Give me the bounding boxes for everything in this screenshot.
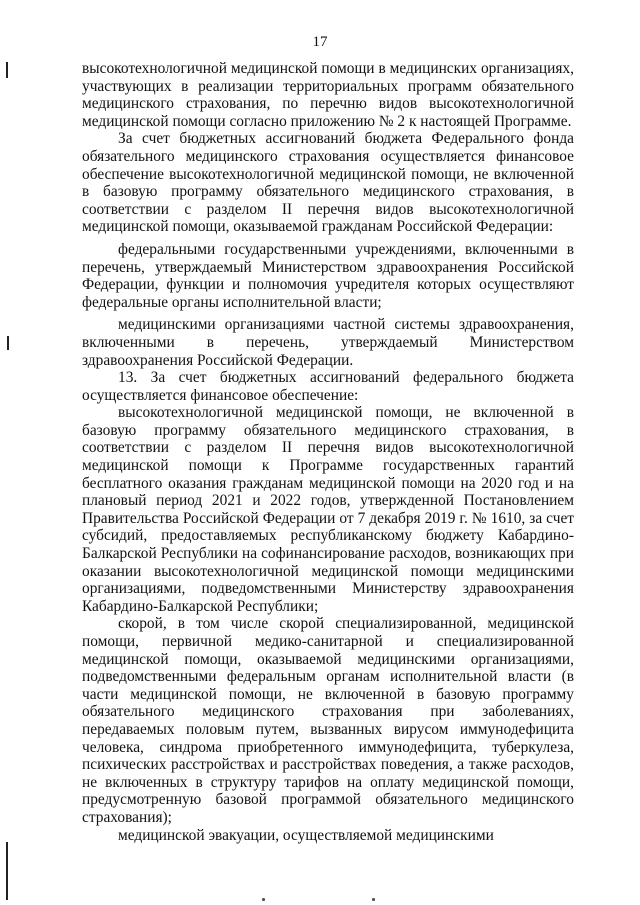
- paragraph-emergency-care: скорой, в том числе скорой специализированной, медицинской помощи, первичной медико-санитарной и специализированной медицинской помощи, оказываемой медицинскими организациями, подведомственными федеральным органам исполнительной власти (в части медицинской помощи, не включенной в базовую программу обязательного медицинского страхования при заболеваниях, передаваемых половым путем, вызванных вирусом иммунодефицита человека, синдрома приобретенного иммунодефицита, туберкулеза, психических расстройствах и расстройствах поведения, а также расходов, не включенных в структуру тарифов на оплату медицинской помощи, предусмотренную базовой программой обязательного медицинского страхования);: [82, 615, 574, 826]
- paragraph-private-organizations: медицинскими организациями частной системы здравоохранения, включенными в перечень, утверждаемый Министерством здравоохранения Российской Федерации.: [82, 316, 574, 369]
- page-number: 17: [312, 34, 328, 50]
- paragraph-hitech-territorial: высокотехнологичной медицинской помощи в медицинских организациях, участвующих в реализации территориальных программ обязательного медицинского страхования, по перечню видов высокотехнологичной медицинской помощи согласно приложению № 2 к настоящей Программе.: [82, 60, 574, 130]
- paragraph-medical-evacuation: медицинской эвакуации, осуществляемой медицинскими: [118, 826, 494, 844]
- scan-artifact-left-top: [6, 62, 8, 78]
- paragraph-federal-institutions: федеральными государственными учреждениями, включенными в перечень, утверждаемый Министерством здравоохранения Российской Федерации, функции и полномочия учредителя которых осуществляют федеральные органы исполнительной власти;: [82, 240, 574, 311]
- paragraph-hitech-subsidies: высокотехнологичной медицинской помощи, не включенной в базовую программу обязательного медицинского страхования, в соответствии с разделом II перечня видов высокотехнологичной медицинской помощи к Программе государственных гарантий бесплатного оказания гражданам медицинской помощи на 2020 год и на плановый период 2021 и 2022 годов, утвержденной Постановлением Правительства Российской Федерации от 7 декабря 2019 г. № 1610, за счет субсидий, предоставляемых республиканскому бюджету Кабардино-Балкарской Республики на софинансирование расходов, возникающих при оказании высокотехнологичной медицинской помощи медицинскими организациями, подведомственными Министерству здравоохранения Кабардино-Балкарской Республики;: [82, 404, 574, 615]
- paragraph-item-13: 13. За счет бюджетных ассигнований федерального бюджета осуществляется финансовое обеспечение:: [82, 369, 574, 404]
- scan-artifact-bottom-dot-2: [372, 898, 375, 901]
- scan-artifact-left-mid: [7, 336, 9, 350]
- paragraph-ffoms-funding: За счет бюджетных ассигнований бюджета Федерального фонда обязательного медицинского страхования осуществляется финансовое обеспечение высокотехнологичной медицинской помощи, не включенной в базовую программу обязательного медицинского страхования, в соответствии с разделом II перечня видов высокотехнологичной медицинской помощи, оказываемой гражданам Российской Федерации:: [82, 130, 574, 236]
- scan-artifact-left-bottom: [6, 842, 8, 900]
- document-body: [82, 60, 574, 844]
- scan-artifact-bottom-dot-1: [262, 898, 265, 901]
